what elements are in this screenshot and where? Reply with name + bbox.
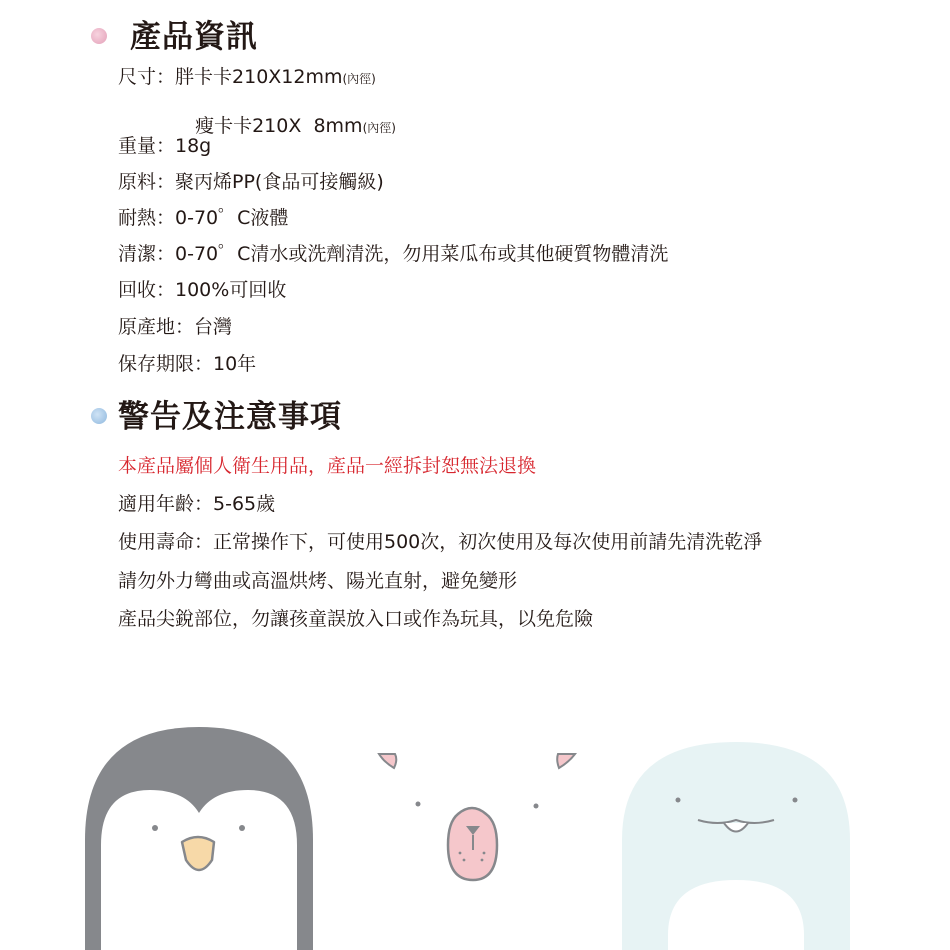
bear-icon xyxy=(379,754,575,880)
seal-icon xyxy=(622,742,850,950)
bending-line: 請勿外力彎曲或高溫烘烤、陽光直射，避免變形 xyxy=(118,570,518,592)
weight-line: 重量：18g xyxy=(118,135,212,157)
product-info-title: 產品資訊 xyxy=(130,19,258,55)
warning-title: 警告及注意事項 xyxy=(118,399,342,435)
cleaning-line: 清潔：0-70゜C清水或洗劑清洗，勿用菜瓜布或其他硬質物體清洗 xyxy=(118,243,669,265)
size-value-1: 胖卡卡210X12mm xyxy=(175,66,343,88)
blue-bullet-icon xyxy=(91,408,107,424)
size-note-1: (內徑) xyxy=(342,72,376,86)
age-line: 適用年齡：5-65歲 xyxy=(118,493,276,515)
material-line: 原料：聚丙烯PP(食品可接觸級) xyxy=(118,171,384,193)
animal-illustration xyxy=(0,680,950,950)
no-return-notice: 本產品屬個人衛生用品，產品一經拆封恕無法退換 xyxy=(118,455,537,477)
size-line-1 xyxy=(118,68,376,87)
pink-bullet-icon xyxy=(91,28,107,44)
size-line-2 xyxy=(183,98,396,136)
penguin-icon xyxy=(85,727,313,950)
size-label: 尺寸： xyxy=(118,66,176,88)
size-note-2: (內徑) xyxy=(362,121,396,135)
sharp-parts-line: 產品尖銳部位，勿讓孩童誤放入口或作為玩具，以免危險 xyxy=(118,608,594,630)
shelf-life-line: 保存期限：10年 xyxy=(118,353,257,375)
size-value-2: 瘦卡卡210X 8mm xyxy=(195,115,363,137)
origin-line: 原產地：台灣 xyxy=(118,316,233,338)
recycle-line: 回收：100%可回收 xyxy=(118,279,287,301)
lifespan-line: 使用壽命：正常操作下，可使用500次，初次使用及每次使用前請先清洗乾淨 xyxy=(118,531,763,553)
heat-line: 耐熱：0-70゜C液體 xyxy=(118,207,289,229)
